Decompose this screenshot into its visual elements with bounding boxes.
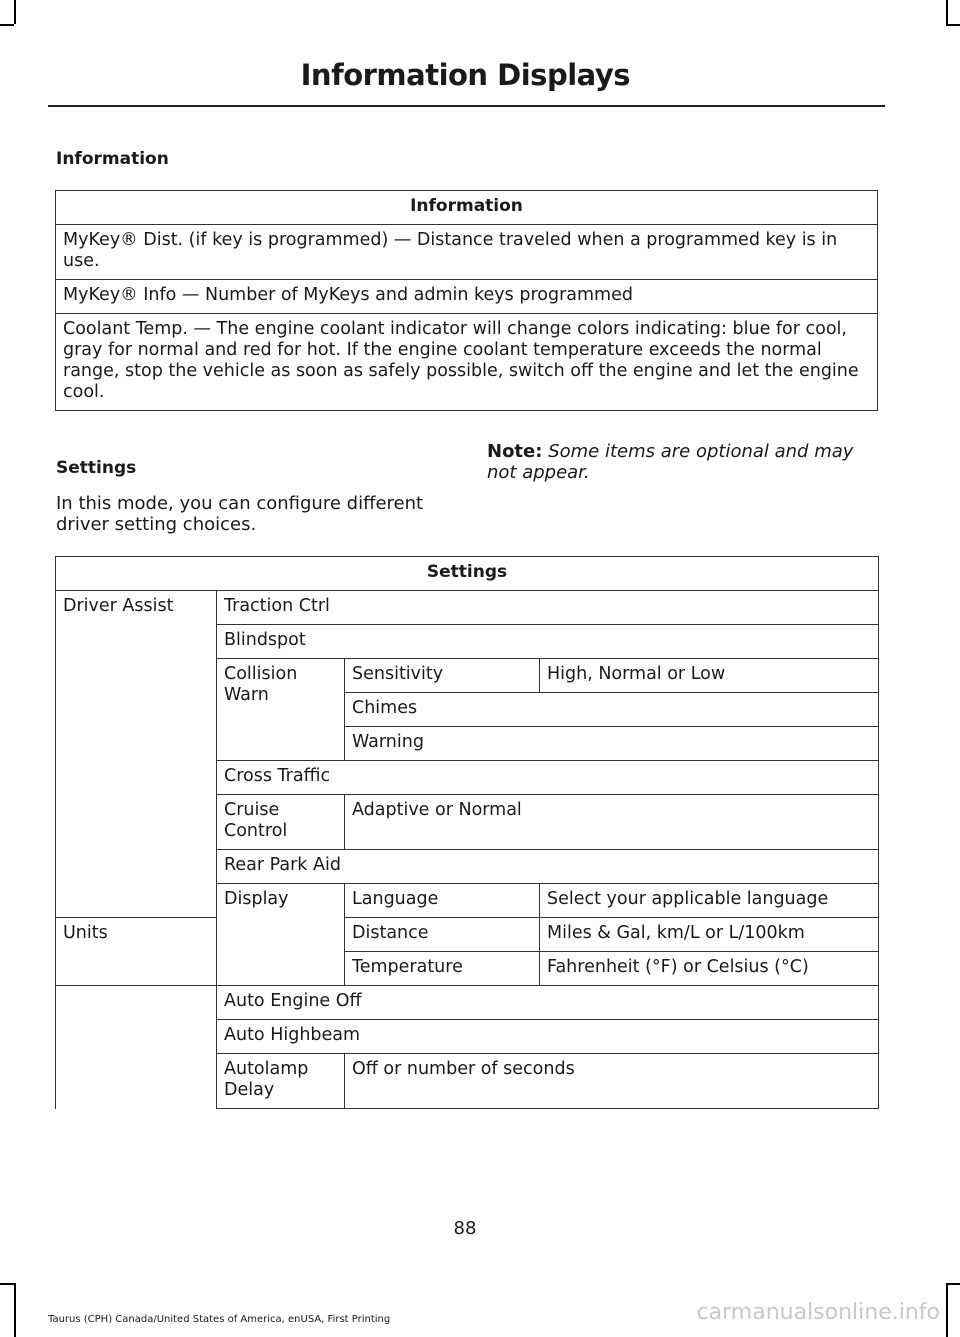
table-cell: Off or number of seconds: [345, 1054, 879, 1109]
collision-warn-cell: Collision Warn: [217, 659, 345, 761]
table-cell: High, Normal or Low: [540, 659, 879, 693]
crop-mark: [0, 24, 14, 26]
table-cell: Fahrenheit (°F) or Celsius (°C): [540, 952, 879, 986]
table-cell: Chimes: [345, 693, 879, 727]
empty-cell: [56, 986, 217, 1109]
information-table-header: Information: [56, 191, 878, 225]
footer-edition: Taurus (CPH) Canada/United States of America, enUSA, First Printing: [48, 1314, 391, 1325]
table-cell: Sensitivity: [345, 659, 540, 693]
settings-table-header: Settings: [56, 557, 879, 591]
crop-mark: [946, 0, 948, 24]
settings-note: [487, 441, 882, 483]
crop-mark: [946, 24, 960, 26]
settings-intro: In this mode, you can configure different driver setting choices.: [56, 493, 424, 535]
settings-heading: Settings: [56, 458, 137, 478]
table-row: MyKey® Info — Number of MyKeys and admin keys programmed: [56, 280, 878, 314]
crop-mark: [14, 0, 16, 24]
table-cell: Rear Park Aid: [217, 850, 879, 884]
table-cell: Warning: [345, 727, 879, 761]
crop-mark: [946, 1283, 948, 1337]
cruise-control-cell: Cruise Control: [217, 795, 345, 850]
table-row: Coolant Temp. — The engine coolant indicator will change colors indicating: blue for cool, gray for normal and red for hot. If the engine coolant temperature exceeds the normal range, stop the vehicle as soon as safely possible, switch off the engine and let the engine cool.: [56, 314, 878, 411]
table-row: MyKey® Dist. (if key is programmed) — Distance traveled when a programmed key is in use.: [56, 225, 878, 280]
table-cell: Cross Traffic: [217, 761, 879, 795]
crop-mark: [14, 1283, 16, 1337]
information-heading: Information: [56, 149, 169, 169]
table-cell: Blindspot: [217, 625, 879, 659]
driver-assist-cell: Driver Assist: [56, 591, 217, 918]
note-label: Note:: [487, 441, 543, 462]
table-cell: Language: [345, 884, 540, 918]
autolamp-delay-cell: Autolamp Delay: [217, 1054, 345, 1109]
display-cell: Display: [217, 884, 345, 986]
table-cell: Adaptive or Normal: [345, 795, 879, 850]
information-table: [55, 190, 878, 411]
table-cell: Temperature: [345, 952, 540, 986]
crop-mark: [946, 1283, 960, 1285]
table-cell: Auto Engine Off: [217, 986, 879, 1020]
table-cell: Distance: [345, 918, 540, 952]
units-cell: Units: [56, 918, 217, 986]
table-cell: Miles & Gal, km/L or L/100km: [540, 918, 879, 952]
table-cell: Auto Highbeam: [217, 1020, 879, 1054]
page-number: 88: [453, 1218, 477, 1239]
settings-table: [55, 556, 879, 1109]
watermark: carmanualsonline.info: [696, 1300, 940, 1325]
note-text: Some items are optional and may not appear.: [487, 441, 854, 483]
table-cell: Select your applicable language: [540, 884, 879, 918]
page-title: Information Displays: [300, 58, 630, 92]
header-divider: [48, 105, 885, 107]
crop-mark: [0, 1283, 14, 1285]
table-cell: Traction Ctrl: [217, 591, 879, 625]
